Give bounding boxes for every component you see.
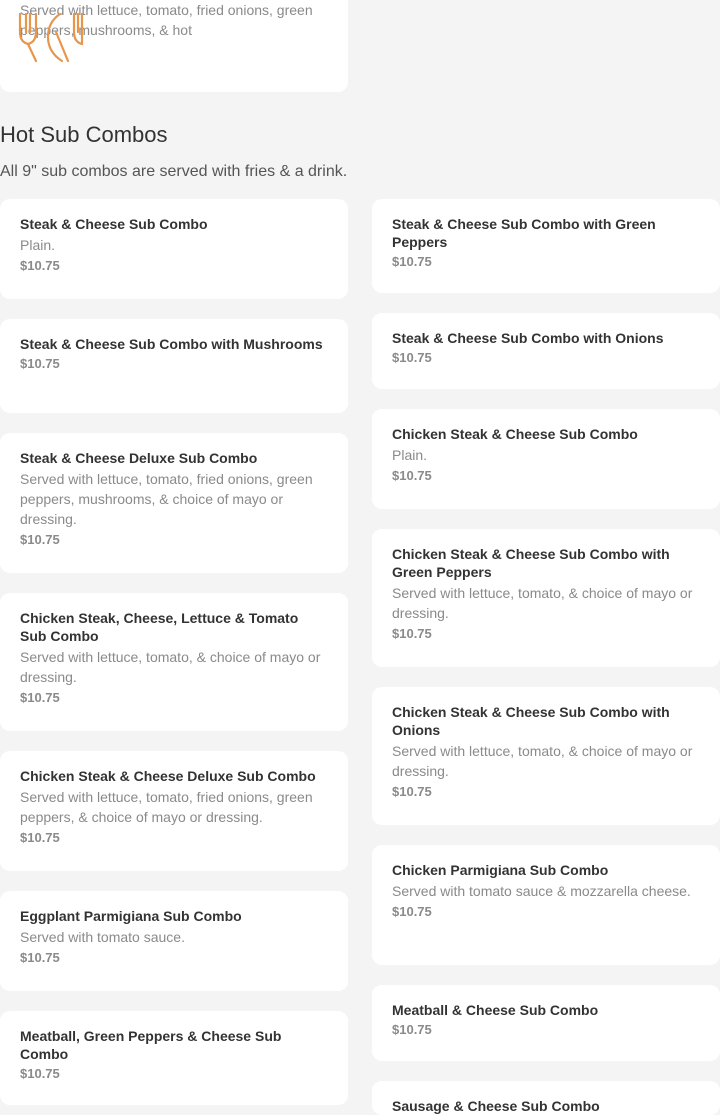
menu-item-card[interactable] (0, 593, 348, 731)
item-name: Chicken Steak, Cheese, Lettuce & Tomato Sub Combo (20, 610, 299, 644)
item-description: Served with lettuce, tomato, fried onions, green peppers, & choice of mayo or dressing. (20, 789, 313, 825)
item-name: Chicken Parmigiana Sub Combo (392, 862, 609, 878)
item-price: $10.75 (392, 1022, 432, 1037)
item-name: Eggplant Parmigiana Sub Combo (20, 908, 242, 924)
item-name: Steak & Cheese Sub Combo (20, 216, 208, 232)
menu-item-card[interactable] (372, 529, 720, 667)
item-name: Chicken Steak & Cheese Sub Combo (392, 426, 638, 442)
item-description: Plain. (20, 237, 56, 253)
item-price: $10.75 (392, 904, 432, 919)
item-description: Served with tomato sauce. (20, 929, 185, 945)
item-description: Served with lettuce, tomato, & choice of mayo or dressing. (392, 743, 693, 779)
menu-item-card[interactable] (0, 0, 348, 92)
fork-and-knife-icon (18, 12, 88, 64)
item-price: $10.75 (392, 254, 432, 269)
item-description: Plain. (392, 447, 428, 463)
item-price: $10.75 (392, 468, 432, 483)
menu-item-card[interactable] (372, 1081, 720, 1115)
menu-item-card[interactable] (372, 845, 720, 965)
item-description: Served with tomato sauce & mozzarella cheese. (392, 883, 691, 899)
item-price: $10.75 (20, 1066, 60, 1081)
item-name: Meatball & Cheese Sub Combo (392, 1002, 599, 1018)
item-price: $10.75 (20, 950, 60, 965)
menu-item-card[interactable] (372, 687, 720, 825)
menu-item-card[interactable] (0, 891, 348, 991)
menu-item-card[interactable] (372, 313, 720, 389)
menu-item-card[interactable] (0, 319, 348, 413)
item-description: Served with lettuce, tomato, fried onions, green peppers, mushrooms, & hot (20, 2, 313, 38)
menu-item-card[interactable] (372, 199, 720, 293)
item-price: $10.75 (20, 258, 60, 273)
item-description: Served with lettuce, tomato, & choice of mayo or dressing. (392, 585, 693, 621)
item-price: $10.75 (20, 532, 60, 547)
menu-item-card[interactable] (0, 433, 348, 573)
item-name: Meatball, Green Peppers & Cheese Sub Combo (20, 1028, 282, 1062)
item-price: $10.75 (392, 350, 432, 365)
item-price: $10.75 (20, 356, 60, 371)
item-name: Steak & Cheese Sub Combo with Onions (392, 330, 664, 346)
item-price: $10.75 (392, 626, 432, 641)
item-price: $10.75 (20, 690, 60, 705)
menu-item-card[interactable] (0, 751, 348, 871)
item-name: Chicken Steak & Cheese Sub Combo with Green Peppers (392, 546, 670, 580)
menu-item-card[interactable] (0, 199, 348, 299)
item-name: Sausage & Cheese Sub Combo (392, 1098, 600, 1114)
menu-item-card[interactable] (372, 409, 720, 509)
item-price: $10.75 (20, 830, 60, 845)
menu-item-card[interactable] (372, 985, 720, 1061)
section-description: All 9" sub combos are served with fries & a drink. (0, 163, 348, 180)
item-price: $10.75 (392, 784, 432, 799)
item-description: Served with lettuce, tomato, fried onions, green peppers, mushrooms, & choice of mayo or dressing. (20, 471, 313, 527)
menu-item-card[interactable] (0, 1011, 348, 1105)
item-name: Steak & Cheese Deluxe Sub Combo (20, 450, 258, 466)
item-description: Served with lettuce, tomato, & choice of mayo or dressing. (20, 649, 321, 685)
item-name: Chicken Steak & Cheese Deluxe Sub Combo (20, 768, 316, 784)
item-name: Steak & Cheese Sub Combo with Green Peppers (392, 216, 656, 250)
item-name: Steak & Cheese Sub Combo with Mushrooms (20, 336, 323, 352)
section-title: Hot Sub Combos (0, 122, 168, 147)
item-name: Chicken Steak & Cheese Sub Combo with Onions (392, 704, 670, 738)
